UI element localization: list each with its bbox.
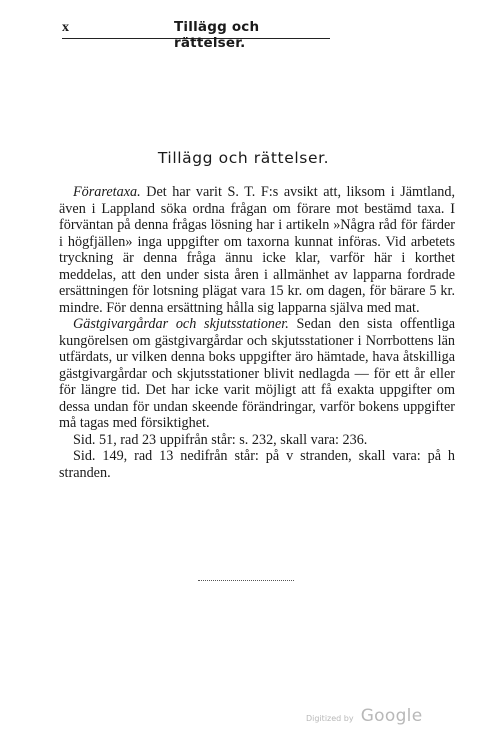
paragraph-text: Sid. 51, rad 23 uppifrån står: s. 232, skall vara: 236. — [73, 431, 368, 448]
page-number: x — [62, 20, 69, 35]
paragraph-text: Sid. 149, rad 13 nedifrån står: på v stranden, skall vara: på h stranden. — [59, 448, 455, 481]
paragraph-text: Det har varit S. T. F:s avsikt att, liksom i Jämtland, även i Lappland söka ordna frågan om förare mot bestämd taxa. I förväntan på denna frågas lösning har i artikeln »Några råd för färder i högfjällen» inga uppgifter om taxorna kunnat införas. Vid arbetets tryckning är denna fråga ännu icke klar, varför här i korthet meddelas, att den under sista åren i allmänhet av lapparna fordrade ersättningen för lotsning plägat vara 15 kr. om dagen, för bärare 5 kr. mindre. För denna ersättning hålla sig lapparna själva med mat. — [59, 184, 455, 316]
paragraph-gastgivargardar — [59, 316, 455, 432]
paragraph-lead: Gästgivargårdar och skjutsstationer. — [73, 316, 289, 332]
correction-page-51 — [59, 432, 455, 449]
correction-page-149 — [59, 448, 455, 481]
page-header — [62, 18, 330, 51]
body-text — [59, 184, 455, 481]
section-title: Tillägg och rättelser. — [157, 149, 330, 167]
paragraph-forare-taxa — [59, 184, 455, 316]
running-head: Tillägg och rättelser. — [174, 19, 260, 51]
watermark-prefix: Digitized by — [306, 714, 354, 723]
google-logo: Google — [360, 706, 423, 726]
paragraph-lead: Föraretaxa. — [73, 184, 141, 200]
digitized-watermark — [306, 706, 422, 726]
section-end-rule — [198, 580, 294, 581]
paragraph-text: Sedan den sista offentliga kungörelsen om gästgivargårdar och skjutsstationer i Norrbottens län utfärdats, ur vilken denna boks uppgifter äro hämtade, hava åtskilliga gästgivargårdar och skjutsstationer blivit nedlagda — för ett år eller för längre tid. Det har icke varit möjligt att få exakta uppgifter om dessa undan för undan skeende förändringar, varför bokens uppgifter må tagas med försiktighet. — [59, 316, 455, 431]
